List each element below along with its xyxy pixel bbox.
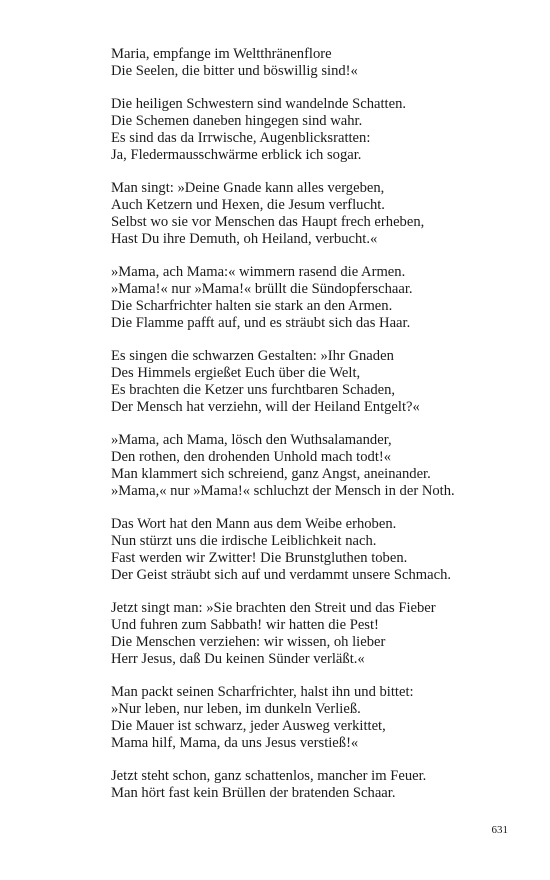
- verse-line: Jetzt steht schon, ganz schattenlos, mancher im Feuer.: [111, 768, 427, 784]
- verse-line: Mama hilf, Mama, da uns Jesus verstieß!«: [111, 735, 359, 751]
- verse-line: Auch Ketzern und Hexen, die Jesum verflucht.: [111, 197, 385, 213]
- verse-line: Den rothen, den drohenden Unhold mach todt!«: [111, 449, 392, 465]
- stanza: [111, 768, 531, 802]
- verse-line: Das Wort hat den Mann aus dem Weibe erhoben.: [111, 516, 397, 532]
- verse-line: Es sind das da Irrwische, Augenblicksratten:: [111, 130, 371, 146]
- verse-line: Die Mauer ist schwarz, jeder Ausweg verkittet,: [111, 718, 386, 734]
- verse-line: Die Seelen, die bitter und böswillig sind!«: [111, 63, 358, 79]
- verse-line: Die Flamme pafft auf, und es sträubt sich das Haar.: [111, 315, 411, 331]
- verse-line: Die Scharfrichter halten sie stark an den Armen.: [111, 298, 393, 314]
- verse-line: Fast werden wir Zwitter! Die Brunstgluthen toben.: [111, 550, 408, 566]
- verse-line: Ja, Fledermausschwärme erblick ich sogar.: [111, 147, 362, 163]
- verse-line: Die Schemen daneben hingegen sind wahr.: [111, 113, 363, 129]
- verse-line: Jetzt singt man: »Sie brachten den Streit und das Fieber: [111, 600, 436, 616]
- verse-line: »Mama!« nur »Mama!« brüllt die Sündopferschaar.: [111, 281, 413, 297]
- verse-line: Der Geist sträubt sich auf und verdammt unsere Schmach.: [111, 567, 452, 583]
- verse-line: Nun stürzt uns die irdische Leiblichkeit nach.: [111, 533, 377, 549]
- verse-line: Des Himmels ergießet Euch über die Welt,: [111, 365, 361, 381]
- stanza: [111, 684, 531, 752]
- verse-line: »Nur leben, nur leben, im dunkeln Verließ.: [111, 701, 361, 717]
- verse-line: »Mama, ach Mama, lösch den Wuthsalamander,: [111, 432, 392, 448]
- verse-line: »Mama,« nur »Mama!« schluchzt der Mensch in der Noth.: [111, 483, 455, 499]
- verse-line: Man hört fast kein Brüllen der bratenden Schaar.: [111, 785, 396, 801]
- stanza: [111, 432, 531, 500]
- verse-line: Herr Jesus, daß Du keinen Sünder verläßt.«: [111, 651, 365, 667]
- verse-line: Es brachten die Ketzer uns furchtbaren Schaden,: [111, 382, 396, 398]
- verse-line: Maria, empfange im Weltthränenflore: [111, 46, 332, 62]
- verse-line: Man packt seinen Scharfrichter, halst ihn und bittet:: [111, 684, 414, 700]
- stanza: [111, 348, 531, 416]
- stanza: [111, 600, 531, 668]
- verse-line: Der Mensch hat verziehn, will der Heiland Entgelt?«: [111, 399, 420, 415]
- page-number: 631: [491, 824, 508, 836]
- verse-line: Die Menschen verziehen: wir wissen, oh lieber: [111, 634, 386, 650]
- verse-line: Man klammert sich schreiend, ganz Angst, aneinander.: [111, 466, 431, 482]
- poem-text: [111, 46, 531, 818]
- stanza: [111, 264, 531, 332]
- verse-line: Und fuhren zum Sabbath! wir hatten die Pest!: [111, 617, 379, 633]
- verse-line: Es singen die schwarzen Gestalten: »Ihr Gnaden: [111, 348, 394, 364]
- verse-line: »Mama, ach Mama:« wimmern rasend die Armen.: [111, 264, 406, 280]
- verse-line: Hast Du ihre Demuth, oh Heiland, verbucht.«: [111, 231, 378, 247]
- verse-line: Selbst wo sie vor Menschen das Haupt frech erheben,: [111, 214, 425, 230]
- stanza: [111, 46, 531, 80]
- stanza: [111, 180, 531, 248]
- verse-line: Die heiligen Schwestern sind wandelnde Schatten.: [111, 96, 407, 112]
- stanza: [111, 96, 531, 164]
- stanza: [111, 516, 531, 584]
- verse-line: Man singt: »Deine Gnade kann alles vergeben,: [111, 180, 385, 196]
